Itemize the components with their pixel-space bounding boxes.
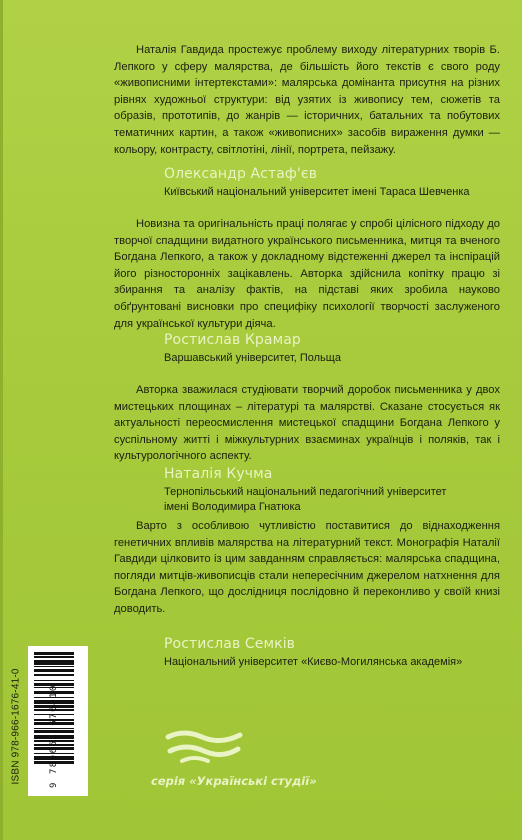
review-3-affiliation-line: Тернопільський національний педагогічний університет xyxy=(164,486,447,498)
barcode-icon xyxy=(28,646,88,796)
review-4 xyxy=(114,518,500,618)
review-3-author: Наталія Кучма xyxy=(164,466,273,482)
isbn-block xyxy=(8,646,24,796)
review-3-affiliation-line: імені Володимира Гнатюка xyxy=(164,501,301,513)
review-4-author: Ростислав Семків xyxy=(164,636,296,652)
review-1-text: Наталія Гавдида простежує проблему виходу літературних творів Б. Лепкого у сферу малярства, де більшість його текстів є свого роду «живописними інтертекстами»: малярська домінанта присутня на різних рівнях художньої структури: від узятих із живопису тем, сюжетів та образів, прототипів, до жанрів — історичних, батальних та побутових тематичних картин, а також «живописних» засобів вираження думки — кольору, контрасту, світлотіні, лінії, портрета, пейзажу. xyxy=(114,44,500,156)
review-2-text: Новизна та оригінальність праці полягає у спробі цілісного підходу до творчої спадщини видатного українського письменника, митця та вченого Богдана Лепкого, а також у докладному відстеженні джерел та інспірацій його різносторонніх зацікавлень. Авторка здійснила копітку працю зі збирання та аналізу фактів, на підставі яких зробила науково обґрунтовані висновки про специфіку психології творчості заслуженого для української культури діяча. xyxy=(114,218,500,330)
review-3 xyxy=(114,382,500,465)
review-3-affiliation xyxy=(164,485,494,515)
spine-edge xyxy=(0,0,3,840)
review-4-affiliation xyxy=(164,655,494,670)
isbn-text: ISBN 978-966-1676-41-0 xyxy=(10,668,22,785)
series-logo-icon xyxy=(164,727,244,767)
review-1-affiliation xyxy=(164,185,494,200)
review-2-affiliation xyxy=(164,351,494,366)
review-1-author: Олександр Астаф'єв xyxy=(164,166,318,182)
review-2 xyxy=(114,216,500,332)
series-label: серія «Українські студії» xyxy=(151,774,317,788)
review-2-author: Ростислав Крамар xyxy=(164,332,301,348)
review-4-text: Варто з особливою чутливістю поставитися до віднаходження генетичних впливів малярства на літературний текст. Монографія Наталії Гавдиди цілковито із цим завданням справляється: малярська спадщина, погляди митців-живописців стали непересічним джерелом натхнення для Богдана Лепкого, що дослідниця послідовно й переконливо у своїй книзі доводить. xyxy=(114,520,500,615)
review-4-affiliation-line: Національний університет «Києво-Могилянська академія» xyxy=(164,656,463,668)
review-2-affiliation-line: Варшавський університет, Польща xyxy=(164,352,341,364)
barcode-digits: 9 789661 676410 xyxy=(49,684,59,788)
review-1 xyxy=(114,42,500,158)
review-1-affiliation-line: Київський національний університет імені Тараса Шевченка xyxy=(164,186,470,198)
review-3-text: Авторка зважилася студіювати творчий доробок письменника у двох мистецьких площинах – літературі та малярстві. Сказане стосується як актуальності переосмислення мистецької спадщини Богдана Лепкого у суспільному житті і міжкультурних взаєминах українців і поляків, так і культурологічного аспекту. xyxy=(114,384,500,463)
